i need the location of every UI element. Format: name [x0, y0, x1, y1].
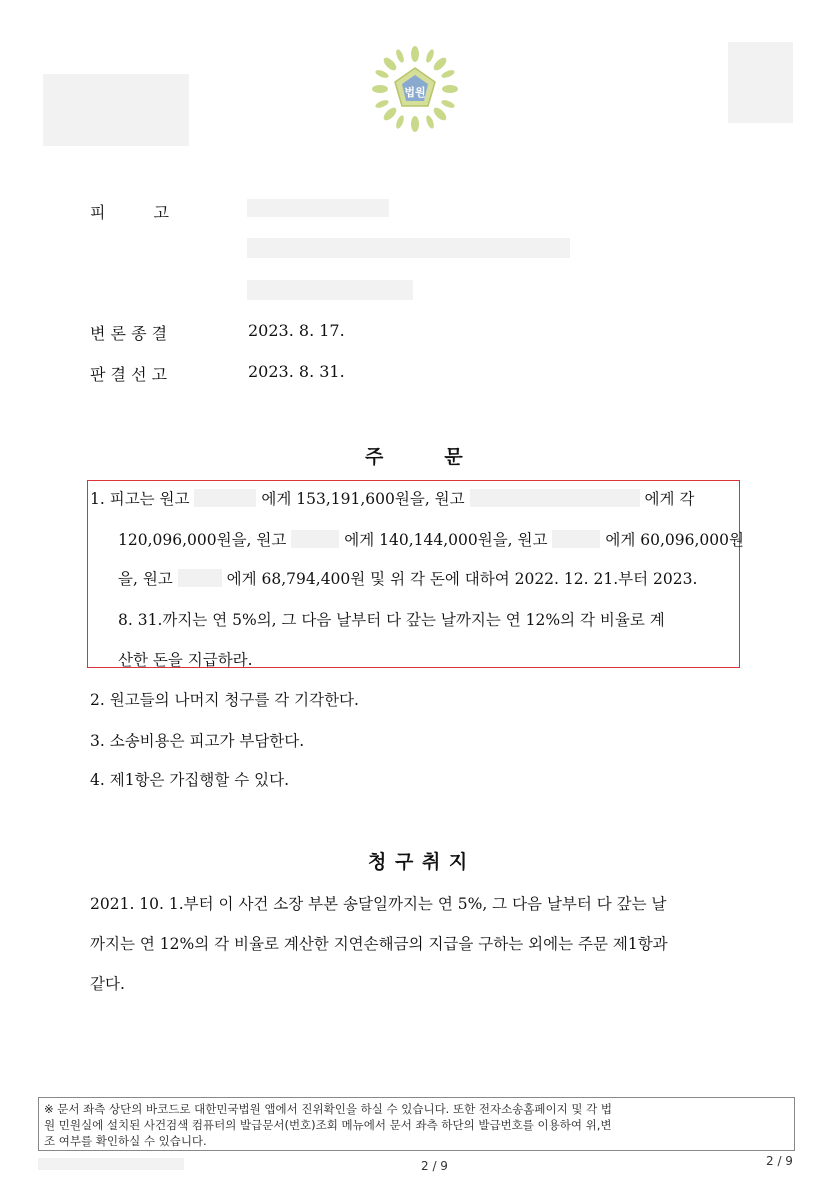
page-number-center: 2 / 9 — [421, 1159, 448, 1173]
claim-line-2: 까지는 연 12%의 각 비율로 계산한 지연손해금의 지급을 구하는 외에는 주문 제1항과 — [90, 935, 668, 953]
redacted-plaintiff-name — [552, 530, 600, 548]
order-item-1-line-2: 120,096,000원을, 원고 에게 140,144,000원을, 원고 에게 60,096,000원 — [118, 531, 744, 549]
claim-heading: 청 구 취 지 — [368, 851, 469, 873]
court-seal-emblem — [370, 44, 460, 134]
order-item-1-line-1: 1. 피고는 원고 에게 153,191,600원을, 원고 에게 각 — [90, 490, 695, 508]
redacted-qr-code — [728, 42, 793, 123]
order-item-1-line-4: 8. 31.까지는 연 5%의, 그 다음 날부터 다 갚는 날까지는 연 12%의 각 비율로 계 — [118, 611, 665, 629]
redacted-defendant-name — [247, 199, 389, 217]
seal-text: 법원 — [404, 86, 426, 99]
redacted-plaintiff-name — [178, 569, 222, 587]
redacted-plaintiff-name — [470, 489, 640, 507]
redacted-defendant-address — [247, 238, 570, 258]
order-heading: 주 문 — [365, 446, 464, 468]
footer-notice-line-1: ※ 문서 좌측 상단의 바코드로 대한민국법원 앱에서 진위확인을 하실 수 있습니다. 또한 전자소송홈페이지 및 각 법 — [44, 1102, 613, 1116]
redacted-issue-number — [38, 1158, 184, 1170]
redacted-defendant-representative — [247, 280, 413, 300]
ruling-date-label: 판 결 선 고 — [90, 365, 168, 384]
ruling-date-value: 2023. 8. 31. — [248, 362, 345, 381]
order-item-3: 3. 소송비용은 피고가 부담한다. — [90, 732, 305, 750]
order-item-1-line-5: 산한 돈을 지급하라. — [118, 651, 253, 669]
order-item-2: 2. 원고들의 나머지 청구를 각 기각한다. — [90, 691, 359, 709]
redacted-plaintiff-name — [291, 530, 339, 548]
footer-notice-line-2: 원 민원실에 설치된 사건검색 컴퓨터의 발급문서(번호)조회 메뉴에서 문서 좌측 하단의 발급번호를 이용하여 위,변 — [44, 1118, 612, 1132]
closing-date-value: 2023. 8. 17. — [248, 321, 345, 340]
order-item-1-line-3: 을, 원고 에게 68,794,400원 및 위 각 돈에 대하여 2022. 12. 21.부터 2023. — [118, 570, 698, 588]
claim-line-3: 같다. — [90, 975, 125, 993]
redacted-barcode — [43, 74, 189, 146]
footer-notice-line-3: 조 여부를 확인하실 수 있습니다. — [44, 1134, 207, 1148]
defendant-label: 피 고 — [90, 203, 169, 222]
page-number-right: 2 / 9 — [766, 1154, 793, 1168]
claim-line-1: 2021. 10. 1.부터 이 사건 소장 부본 송달일까지는 연 5%, 그 다음 날부터 다 갚는 날 — [90, 895, 667, 913]
redacted-plaintiff-name — [194, 489, 256, 507]
order-item-4: 4. 제1항은 가집행할 수 있다. — [90, 771, 290, 789]
closing-date-label: 변 론 종 결 — [90, 324, 168, 343]
